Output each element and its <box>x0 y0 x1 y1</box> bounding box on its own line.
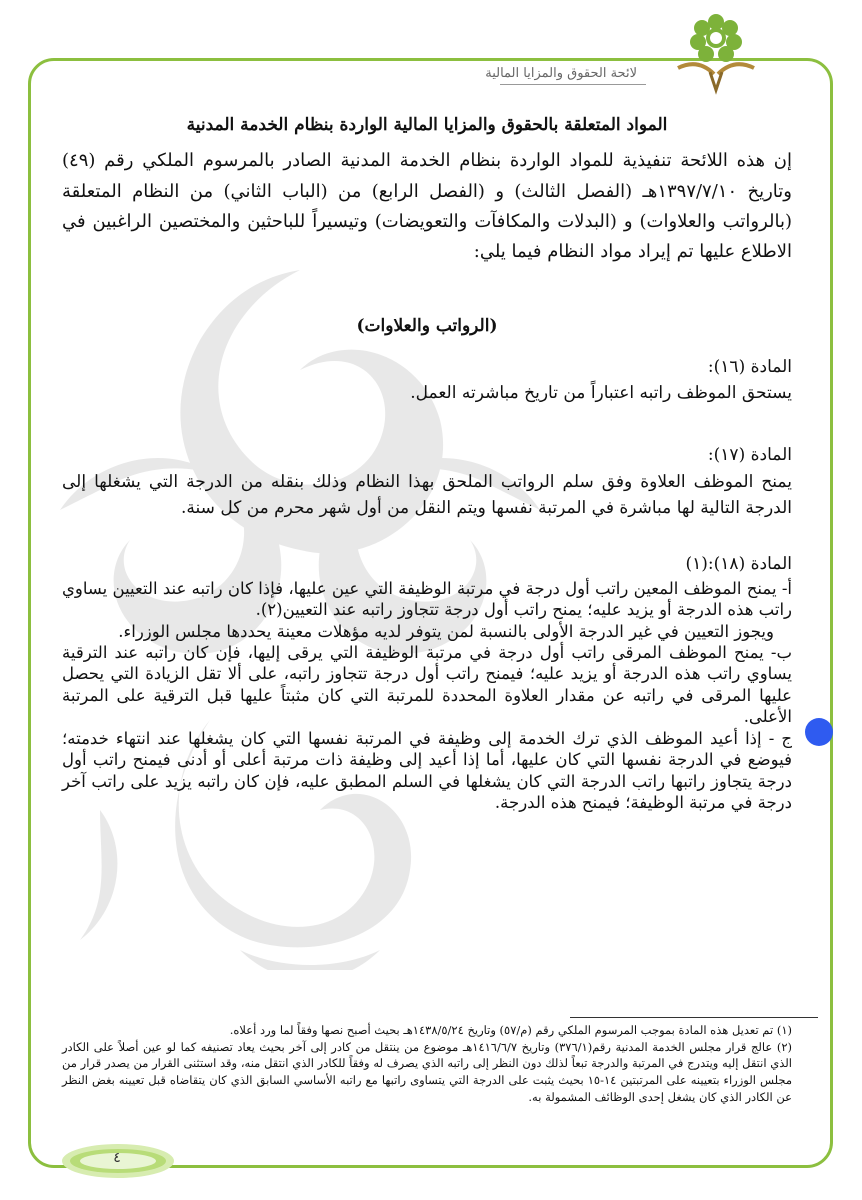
article-body: يمنح الموظف العلاوة وفق سلم الرواتب الملحق بهذا النظام وذلك بنقله من الدرجة التي يشغلها إلى الدرجة التالية لها مباشرة في المرتبة نفسها ويتم النقل من أول شهر محرم من كل سنة. <box>62 471 792 518</box>
floating-action-dot[interactable] <box>805 718 833 746</box>
clause-c: ج - إذا أعيد الموظف الذي ترك الخدمة إلى وظيفة في المرتبة نفسها التي كان يشغلها عند انتهاء خدمته؛ فيوضع في الدرجة نفسها التي كان عليها، أما إذا أعيد إلى وظيفة ذات مرتبة أعلى أو أدنى فيمنح راتب أول درجة يتجاوز راتبها راتب الدرجة التي كان يشغلها في السلم المطبق عليه، فإن كان راتبه يزيد على راتب آخر درجة في مرتبة الوظيفة؛ فيمنح هذه الدرجة. <box>62 728 792 813</box>
footnote-2: (٢) عالج قرار مجلس الخدمة المدنية رقم(٣٧٦/١) وتاريخ ١٤١٦/٦/٧هـ موضوع من ينتقل من كادر إلى آخر بحيث يعاد تصنيفه كما لو عين أصلاً على الكادر الذي انتقل إليه ويتدرج في المرتبة والدرجة تبعاً لذلك دون النظر إلى راتبه الذي يصرف له وفقاً للكادر الذي انتقل منه، وقد استثنى القرار من يصدر قرار من مجلس الوزراء بتعيينه على المرتبتين ١٤-١٥ بحيث يثبت على الدرجة التي يتساوى راتبها مع راتبه الأساسي السابق الذي كان يتقاضاه قبل تعيينه بغض النظر عن الكادر الذي كان يشغل إحدى الوظائف المشمولة به. <box>62 1039 792 1104</box>
article-heading: المادة (١٧): <box>707 445 792 466</box>
document-title: المواد المتعلقة بالحقوق والمزايا المالية الواردة بنظام الخدمة المدنية <box>186 115 668 135</box>
header-divider <box>500 84 646 85</box>
document-content <box>62 112 792 814</box>
page-number: ٤ <box>113 1150 121 1166</box>
clause-a: أ- يمنح الموظف المعين راتب أول درجة في مرتبة الوظيفة التي عين عليها، فإذا كان راتبه عند التعيين يساوي راتب هذه الدرجة أو يزيد عليه؛ يمنح راتب أول درجة تتجاوز راتبه عند التعيين(٢). <box>62 578 792 620</box>
footnote-divider <box>570 1017 818 1018</box>
clause-b: ب- يمنح الموظف المرقى راتب أول درجة في مرتبة الوظيفة التي يرقى إليها، فإن كان راتبه عند الترقية يساوي راتب هذه الدرجة أو يزيد عليه؛ فيمنح راتب أول درجة تتجاوز راتبه، على ألا تقل الزيادة التي يحصل عليها المرقى في راتبه عن مقدار العلاوة المحددة للمرتبة التي كان مثبتاً عليها قبل الترقية على المرتبة الأعلى. <box>62 643 792 727</box>
article-18 <box>62 551 792 813</box>
article-body: يستحق الموظف راتبه اعتباراً من تاريخ مباشرته العمل. <box>410 382 792 403</box>
section-title: (الرواتب والعلاوات) <box>356 316 498 337</box>
intro-paragraph: إن هذه اللائحة تنفيذية للمواد الواردة بنظام الخدمة المدنية الصادر بالمرسوم الملكي رقم (٤٩) وتاريخ ١٣٩٧/٧/١٠هـ (الفصل الثالث) و (الفصل الرابع) من (الباب الثاني) من النظام المتعلقة (بالرواتب والعلاوات) و (البدلات والمكافآت والتعويضات) وتيسيراً للباحثين والمختصين الراغبين في الاطلاع عليها تم إيراد مواد النظام فيما يلي: <box>62 150 792 263</box>
footnotes <box>62 1022 792 1105</box>
page-number-badge <box>58 1138 178 1184</box>
header-title: لائحة الحقوق والمزايا المالية <box>485 66 637 81</box>
ministry-logo-icon <box>658 8 774 100</box>
article-heading: المادة (١٨):(١) <box>685 554 792 575</box>
article-16 <box>62 354 792 407</box>
clause-a-note: ويجوز التعيين في غير الدرجة الأولى بالنسبة لمن يتوفر لديه مؤهلات معينة يحددها مجلس الوزراء. <box>118 621 774 641</box>
article-heading: المادة (١٦): <box>707 356 792 377</box>
footnote-1: (١) تم تعديل هذه المادة بموجب المرسوم الملكي رقم (م/٥٧) وتاريخ ١٤٣٨/٥/٢٤هـ بحيث أصبح نصها وفقاً لما ورد أعلاه. <box>229 1023 792 1037</box>
article-17 <box>62 442 792 521</box>
